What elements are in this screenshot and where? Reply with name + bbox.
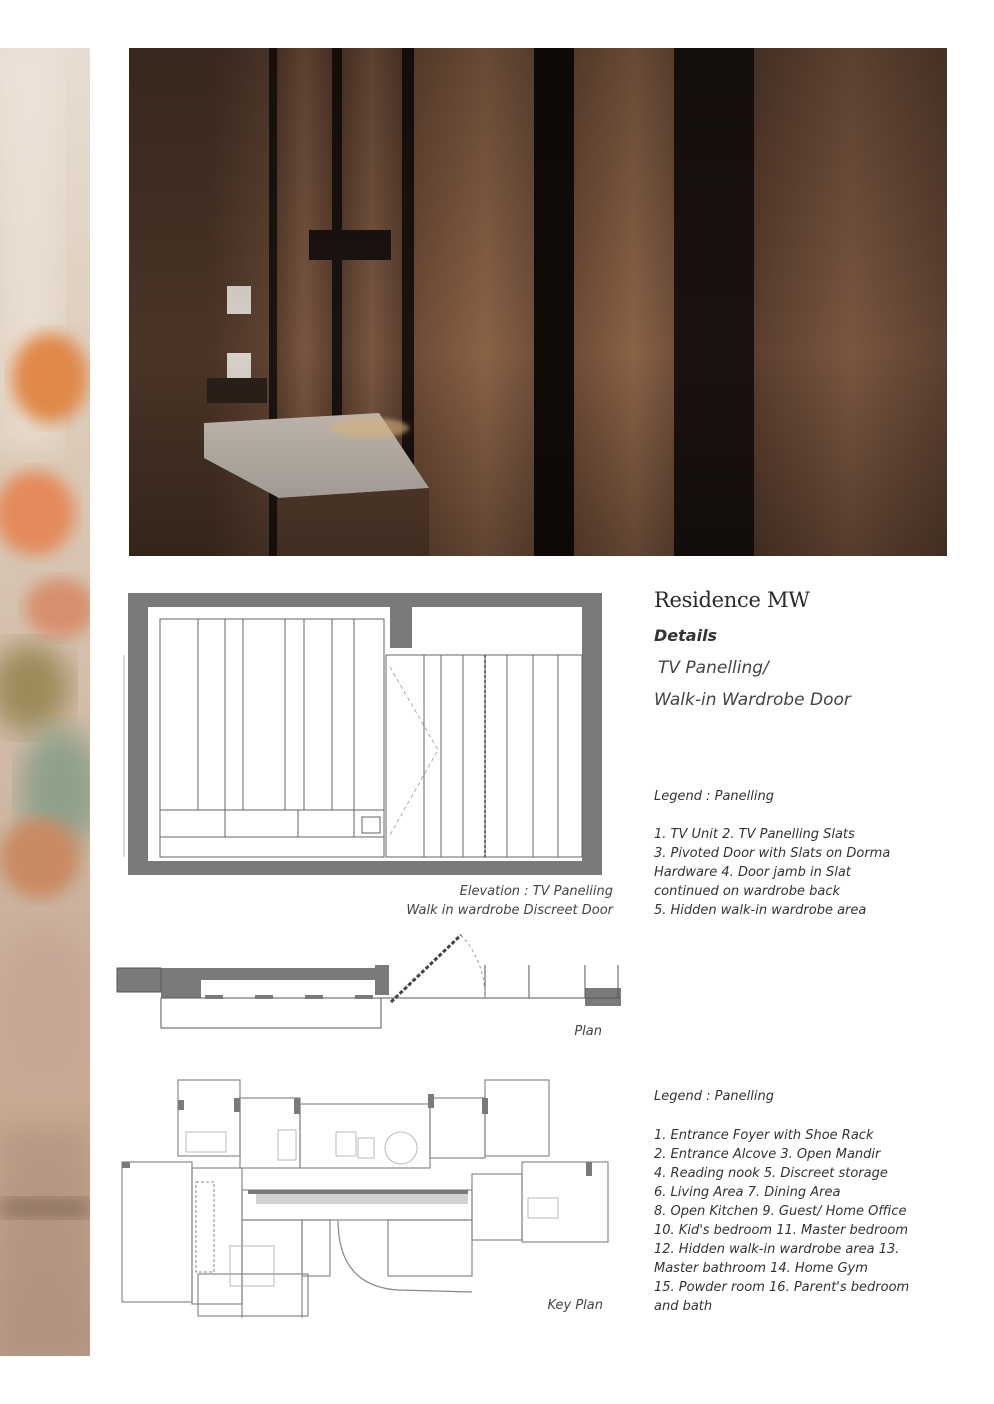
legend-key-plan-line: 6. Living Area 7. Dining Area [654,1185,841,1200]
legend-panelling-list [654,825,954,920]
legend-key-plan-line: Master bathroom 14. Home Gym [654,1261,868,1276]
legend-key-plan-line: 4. Reading nook 5. Discreet storage [654,1166,888,1181]
heading-line-2: Walk-in Wardrobe Door [654,690,851,710]
elevation-caption-line-1: Elevation : TV Paneliing [459,884,613,899]
legend-key-plan-heading: Legend : Panelling [654,1089,774,1104]
legend-key-plan-list [654,1126,954,1316]
key-plan-drawing [118,1078,618,1322]
legend-key-plan-line: and bath [654,1299,713,1314]
legend-key-plan-line: 15. Powder room 16. Parent's bedroom [654,1280,910,1295]
legend-key-plan-line: 1. Entrance Foyer with Shoe Rack [654,1128,874,1143]
legend-key-plan-line: 8. Open Kitchen 9. Guest/ Home Office [654,1204,907,1219]
legend-key-plan-line: 2. Entrance Alcove 3. Open Mandir [654,1147,881,1162]
plan-drawing [115,930,625,1039]
elevation-caption-line-2: Walk in wardrobe Discreet Door [406,903,613,918]
legend-panelling-line: continued on wardrobe back [654,884,841,899]
legend-panelling-heading: Legend : Panelling [654,789,774,804]
legend-panelling-line: 3. Pivoted Door with Slats on Dorma [654,846,891,861]
key-plan-caption: Key Plan [547,1298,603,1313]
project-title: Residence MW [654,588,810,612]
legend-key-plan-line: 10. Kid's bedroom 11. Master bedroom [654,1223,908,1238]
plan-caption: Plan [574,1024,602,1039]
legend-key-plan-line: 12. Hidden walk-in wardrobe area 13. [654,1242,900,1257]
legend-panelling-line: 1. TV Unit 2. TV Panelling Slats [654,827,855,842]
elevation-drawing [112,585,612,889]
legend-panelling-line: 5. Hidden walk-in wardrobe area [654,903,867,918]
side-photo-strip [0,48,90,1356]
hero-photo-tv-panelling [129,48,947,556]
heading-line-1: TV Panelling/ [658,658,769,678]
section-label: Details [654,626,718,645]
legend-panelling-line: Hardware 4. Door jamb in Slat [654,865,851,880]
